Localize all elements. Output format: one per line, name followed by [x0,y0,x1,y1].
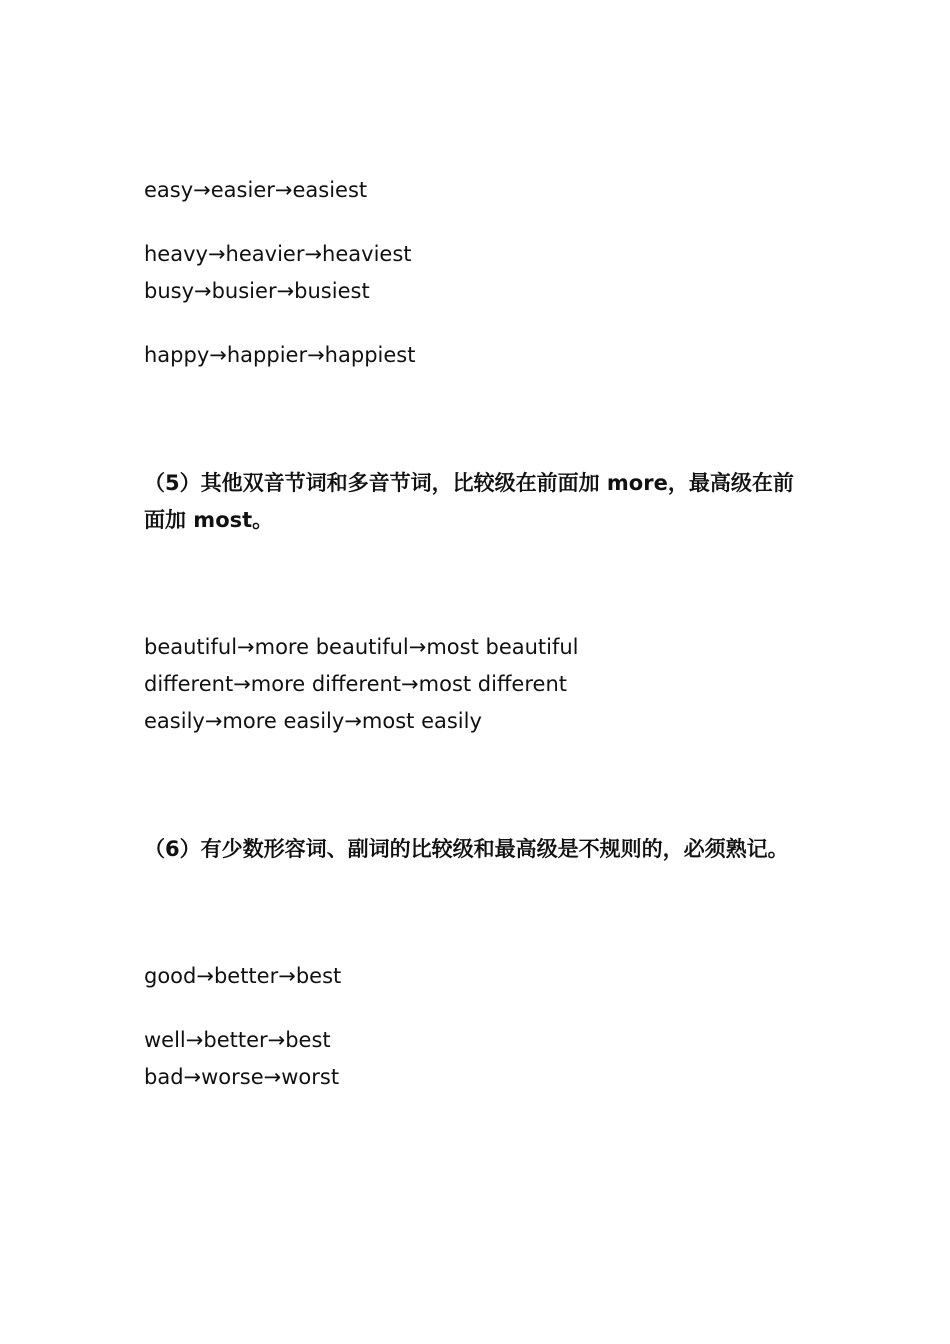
example-line-heavy: heavy→heavier→heaviest [144,242,412,266]
example-line-beautiful: beautiful→more beautiful→most beautiful [144,635,579,659]
example-line-busy: busy→busier→busiest [144,279,370,303]
example-line-bad: bad→worse→worst [144,1065,340,1089]
section-heading-5: （5）其他双音节词和多音节词，比较级在前面加 more，最高级在前面加 most。 [144,471,794,532]
section-heading-6: （6）有少数形容词、副词的比较级和最高级是不规则的，必须熟记。 [144,837,789,861]
example-line-easy: easy→easier→easiest [144,178,368,202]
example-line-well: well→better→best [144,1028,331,1052]
example-line-happy: happy→happier→happiest [144,343,416,367]
example-line-different: different→more different→most different [144,672,567,696]
example-line-good: good→better→best [144,964,342,988]
example-line-easily: easily→more easily→most easily [144,709,482,733]
